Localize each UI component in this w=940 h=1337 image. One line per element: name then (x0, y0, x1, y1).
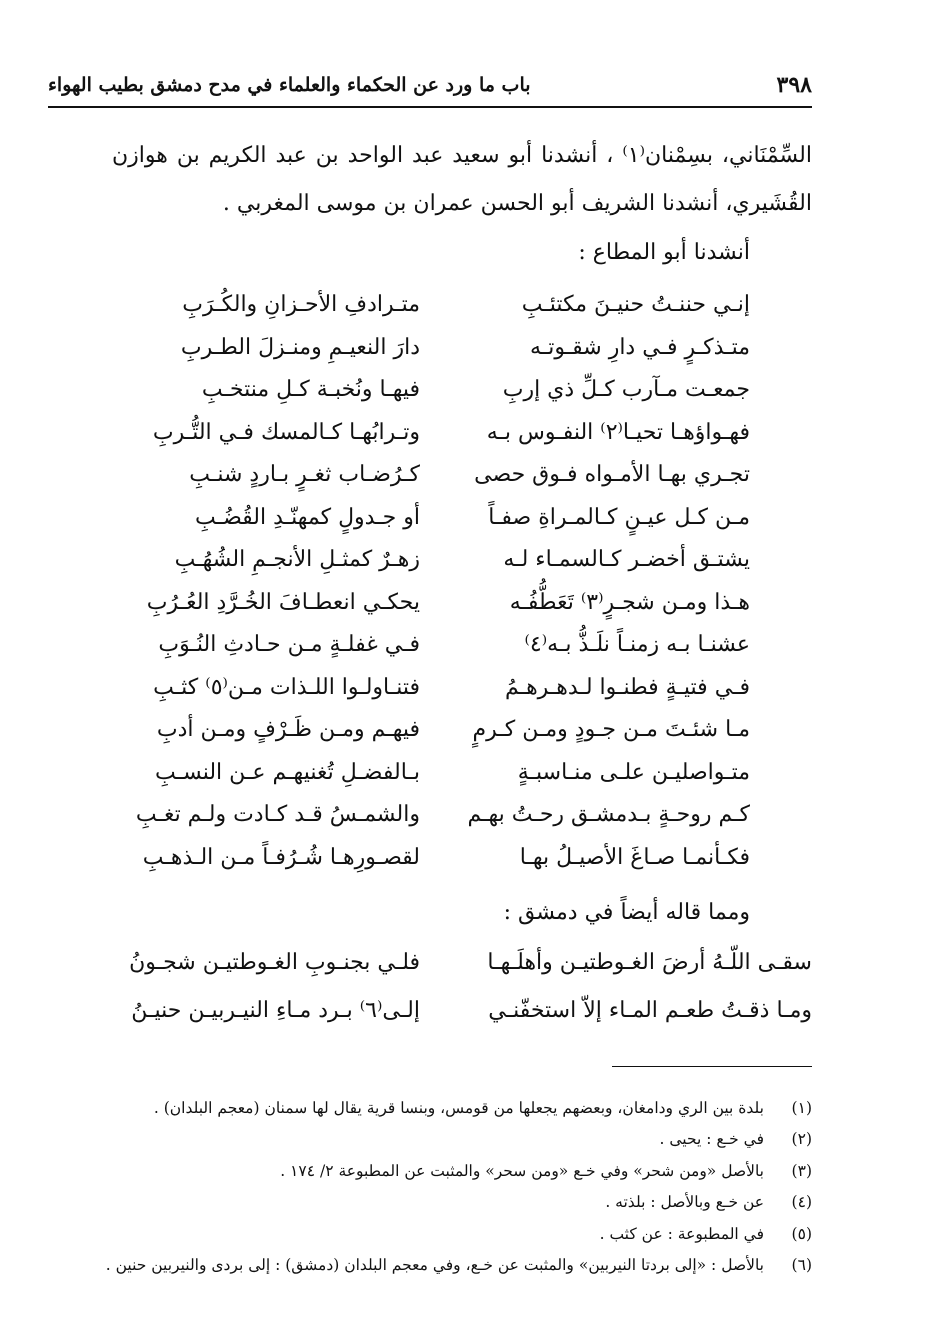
poem-intro-1: أنشدنا أبو المطاع : (578, 240, 750, 265)
footnote-text: عن خـع وبالأصل : بلذته . (605, 1193, 764, 1212)
first-hemistich: سقـى اللّـهُ أرضَ الغـوطتيـن وأهلَـهـا (487, 950, 812, 975)
second-hemistich: كـرُضـاب ثغـرٍ بـاردٍ شنـبِ (189, 462, 420, 487)
footnote-number: (٥) (791, 1224, 812, 1243)
verse-line (0, 547, 940, 590)
second-hemistich: إلـى⁽٦⁾ بـرد مـاءِ النيـربيـن حنيـنُ (131, 998, 420, 1023)
second-hemistich: أو جـدولٍ كمهنّـدِ القُضُـبِ (195, 504, 420, 530)
verse-line (0, 675, 940, 718)
footnote (92, 1218, 812, 1250)
footnote-number: (٤) (791, 1193, 812, 1212)
first-hemistich: يشتـق أخضـر كـالسمـاء لـه (503, 547, 750, 572)
second-hemistich: وتـرابُهـا كـالمسك فـي التُّـربِ (152, 419, 420, 445)
footnote-text: بالأصل : «إلى بردتا النيربين» والمثبت عن خـع، وفي معجم البلدان (دمشق) : إلى بردى والنيربين حنين . (105, 1256, 764, 1275)
first-hemistich: هـذا ومـن شجـرٍ⁽٣⁾ تَعَطُّفُـه (509, 589, 750, 615)
footnote-text: في المطبوعة : عن كثب . (599, 1224, 764, 1243)
verse-line (0, 377, 940, 420)
verse-line (0, 420, 940, 463)
verse-line (0, 998, 940, 1046)
first-hemistich: كـم روحـةٍ بـدمشـق رحـتُ بهـم (467, 802, 750, 827)
second-hemistich: متـرادفِ الأحـزانِ والكُـرَبِ (182, 292, 420, 317)
poem-1 (0, 292, 940, 887)
page-header (48, 68, 812, 108)
running-title: باب ما ورد عن الحكماء والعلماء في مدح دمشق بطيب الهواء (48, 74, 531, 96)
verse-line (0, 335, 940, 378)
first-hemistich: تجـري بهـا الأمـواه فـوق حصى (474, 462, 750, 487)
footnote-text: في خـع : يحيى . (659, 1130, 764, 1149)
second-hemistich: فيهـا ونُخبـة كـلِ منتخـبِ (201, 377, 420, 402)
first-hemistich: مـن كـل عيـنٍ كـالمـراةِ صفـاً (488, 504, 750, 530)
second-hemistich: فلـي بجنـوبِ الغـوطتيـن شجـونُ (129, 950, 420, 975)
first-hemistich: فكـأنمـا صـاغَ الأصيـلُ بهـا (519, 844, 750, 870)
verse-line (0, 845, 940, 888)
verse-line (0, 590, 940, 633)
footnote (92, 1092, 812, 1124)
verse-line (0, 292, 940, 335)
second-hemistich: فـي غفلـةٍ مـن حـادثِ النُـوَبِ (158, 632, 420, 657)
second-hemistich: لقصـورِهـا شُـرُفـاً مـن الـذهـبِ (142, 844, 420, 870)
first-hemistich: مـا شئـتَ مـن جـودٍ ومـن كـرمٍ (472, 717, 750, 742)
verse-line (0, 632, 940, 675)
footnote (92, 1250, 812, 1282)
first-hemistich: عشنـا بـه زمنـاً نلَـذُّ بـه⁽٤⁾ (524, 632, 750, 657)
first-hemistich: متـذكـرٍ فـي دارِ شقـوتـه (529, 334, 750, 360)
first-hemistich: فهـواؤهـا تحيـا⁽٢⁾ النفـوس بـه (486, 419, 750, 445)
footnotes (92, 1092, 812, 1281)
verse-line (0, 950, 940, 998)
footnote-text: بالأصل «ومن شحر» وفي خـع «ومن سحر» والمثبت عن المطبوعة ٢/ ١٧٤ . (280, 1161, 764, 1180)
verse-line (0, 462, 940, 505)
footnote-separator (612, 1066, 812, 1067)
verse-line (0, 505, 940, 548)
second-hemistich: فيهـم ومـن ظَـرْفٍ ومـن أدبِ (156, 717, 420, 742)
first-hemistich: ومـا ذقـتُ طعـم المـاء إلاّ استخفّنـي (488, 998, 812, 1023)
first-hemistich: جمعـت مـآرب كـلِّ ذي إربِ (502, 377, 750, 402)
verse-line (0, 717, 940, 760)
second-hemistich: دارَ النعيـمِ ومنـزلَ الطـربِ (180, 334, 420, 360)
second-hemistich: يحكـي انعطـافَ الخُـرَّدِ العُـرُبِ (146, 589, 420, 615)
second-hemistich: والشمـسُ قـد كـادت ولـم تغـبِ (135, 802, 420, 827)
footnote-number: (٣) (791, 1161, 812, 1180)
verse-line (0, 802, 940, 845)
poem-intro-2: ومما قاله أيضاً في دمشق : (503, 900, 750, 925)
first-hemistich: متـواصليـن علـى منـاسبـةٍ (517, 759, 750, 785)
page-number: ٣٩٨ (776, 72, 812, 98)
poem-2 (0, 950, 940, 1046)
footnote (92, 1187, 812, 1219)
footnote-text: بلدة بين الري ودامغان، وبعضهم يجعلها من قومس، وبنسا قرية يقال لها سمنان (معجم البلدان) . (153, 1098, 764, 1117)
footnote (92, 1124, 812, 1156)
footnote-number: (٢) (791, 1130, 812, 1149)
first-hemistich: فـي فتيـةٍ فطنـوا لـدهـرهـمُ (504, 674, 750, 700)
second-hemistich: فتنـاولـوا اللـذات مـن⁽٥⁾ كثـبِ (153, 674, 420, 700)
first-hemistich: إنـي حننـتُ حنيـنَ مكتئـبِ (521, 292, 750, 317)
opening-paragraph: السِّمْنَاني، بسِمْنان⁽١⁾ ، أنشدنا أبو سعيد عبد الواحد بن عبد الكريم بن هوازن القُشَيري، أنشدنا الشريف أبو الحسن عمران بن موسى المغربي . (112, 143, 812, 216)
footnote-number: (١) (791, 1098, 812, 1117)
footnote-number: (٦) (791, 1256, 812, 1275)
footnote (92, 1155, 812, 1187)
second-hemistich: زهـرٌ كمثـلِ الأنجـمِ الشُهُـبِ (174, 547, 420, 572)
verse-line (0, 760, 940, 803)
second-hemistich: بـالفضـلِ تُغنيهـم عـن النسـبِ (155, 759, 420, 785)
